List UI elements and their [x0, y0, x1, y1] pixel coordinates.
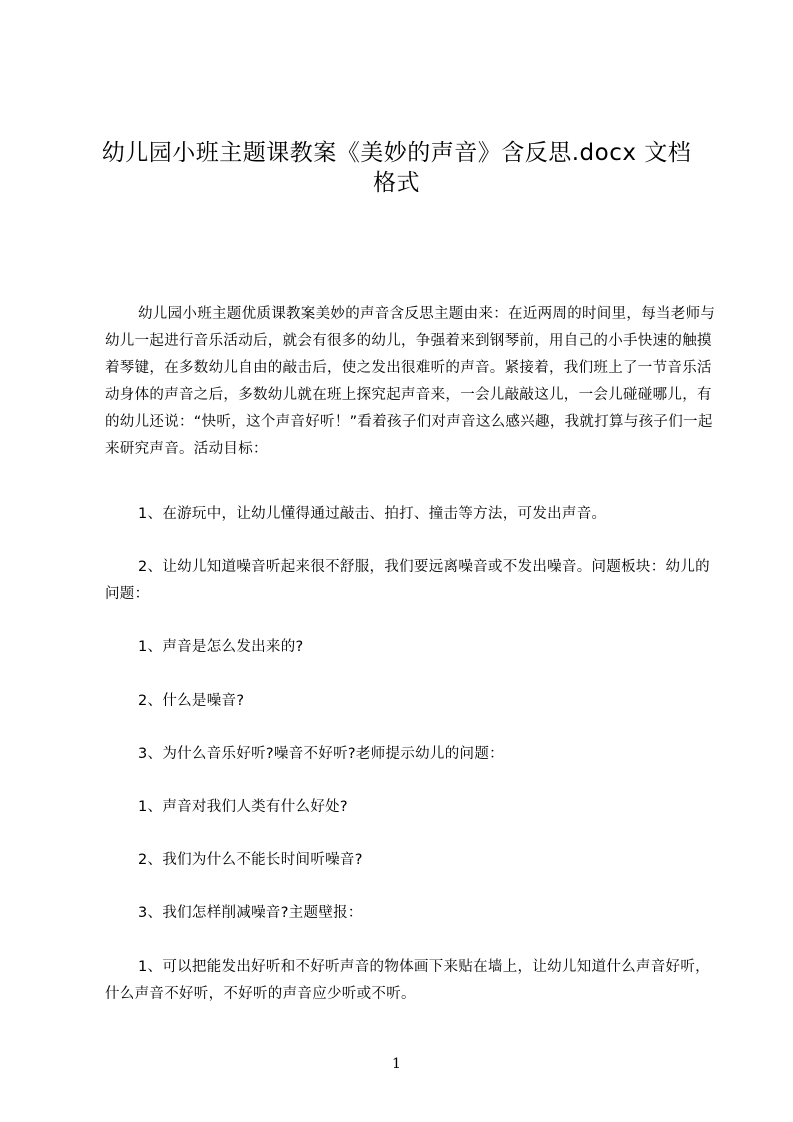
document-title: 幼儿园小班主题课教案《美妙的声音》含反思.docx 文档格式	[101, 140, 692, 196]
paragraph-question-2: 2、什么是噪音?	[138, 693, 245, 709]
paragraph-intro: 幼儿园小班主题优质课教案美妙的声音含反思主题由来：在近两周的时间里，每当老师与幼儿一起进行音乐活动后，就会有很多的幼儿，争强着来到钢琴前，用自己的小手快速的触摸着琴键，在多数幼儿自由的敲击后，使之发出很难听的声音。紧接着，我们班上了一节音乐活动身体的声音之后，多数幼儿就在班上探究起声音来，一会儿敲敲这儿，一会儿碰碰哪儿，有的幼儿还说：“快听，这个声音好听！”看着孩子们对声音这么感兴趣，我就打算与孩子们一起来研究声音。活动目标：	[105, 306, 716, 457]
page-number: 1	[392, 1056, 401, 1072]
paragraph-wall-report-1: 1、可以把能发出好听和不好听声音的物体画下来贴在墙上，让幼儿知道什么声音好听，什么声音不好听，不好听的声音应少听或不听。	[105, 959, 710, 1002]
paragraph-teacher-question-3: 3、我们怎样削减噪音?主题壁报：	[138, 905, 363, 921]
paragraph-teacher-question-1: 1、声音对我们人类有什么好处?	[138, 799, 348, 815]
paragraph-question-1: 1、声音是怎么发出来的?	[138, 639, 304, 655]
paragraph-goal-1: 1、在游玩中，让幼儿懂得通过敲击、拍打、撞击等方法，可发出声音。	[138, 506, 607, 522]
paragraph-goal-2: 2、让幼儿知道噪音听起来很不舒服，我们要远离噪音或不发出噪音。问题板块：幼儿的问题：	[105, 559, 710, 602]
paragraph-question-3: 3、为什么音乐好听?噪音不好听?老师提示幼儿的问题：	[138, 746, 504, 762]
paragraph-teacher-question-2: 2、我们为什么不能长时间听噪音?	[138, 852, 363, 868]
